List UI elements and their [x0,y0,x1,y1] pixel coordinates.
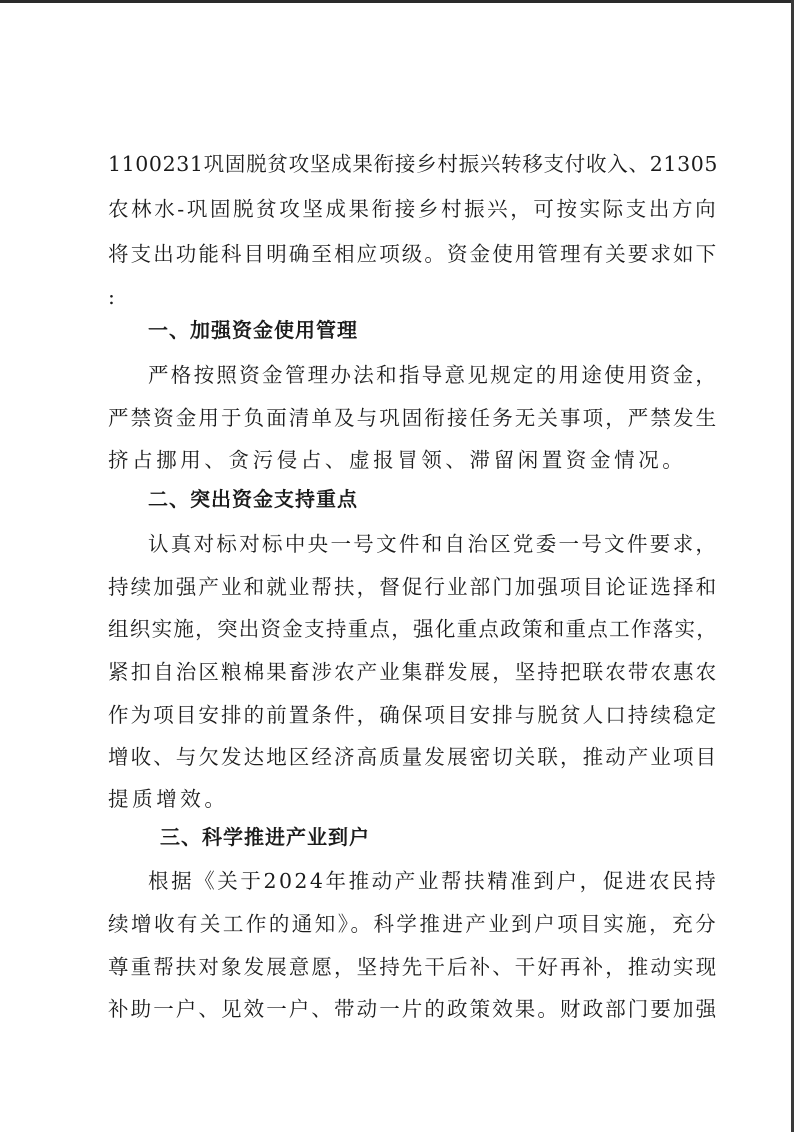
intro-line-4: : [108,285,119,309]
section1-line-1: 严格按照资金管理办法和指导意见规定的用途使用资金， [148,363,718,387]
section3-heading: 三、科学推进产业到户 [160,825,370,849]
section2-heading: 二、突出资金支持重点 [148,487,358,511]
section2-line-5: 作为项目安排的前置条件，确保项目安排与脱贫人口持续稳定 [108,703,719,727]
section2-line-3: 组织实施，突出资金支持重点，强化重点政策和重点工作落实， [108,617,718,641]
section3-line-2: 续增收有关工作的通知》。科学推进产业到户项目实施，充分 [108,912,718,936]
section1-line-3: 挤占挪用、贪污侵占、虚报冒领、滞留闲置资金情况。 [108,448,687,472]
intro-line-2: 农林水-巩固脱贫攻坚成果衔接乡村振兴，可按实际支出方向 [108,197,718,221]
section1-heading: 一、加强资金使用管理 [148,318,358,342]
section2-line-7: 提质增效。 [108,787,229,811]
section2-line-1: 认真对标对标中央一号文件和自治区党委一号文件要求， [148,532,718,556]
section3-line-3: 尊重帮扶对象发展意愿，坚持先干后补、干好再补，推动实现 [108,955,719,979]
intro-line-3: 将支出功能科目明确至相应项级。资金使用管理有关要求如下 [108,242,719,266]
section1-line-2: 严禁资金用于负面清单及与巩固衔接任务无关事项，严禁发生 [108,406,719,430]
intro-line-1: 1100231巩固脱贫攻坚成果衔接乡村振兴转移支付收入、21305 [108,152,718,176]
section2-line-6: 增收、与欠发达地区经济高质量发展密切关联，推动产业项目 [108,745,719,769]
section2-line-2: 持续加强产业和就业帮扶，督促行业部门加强项目论证选择和 [108,575,719,599]
section3-line-1: 根据《关于2024年推动产业帮扶精准到户，促进农民持 [148,869,718,893]
section2-line-4: 紧扣自治区粮棉果畜涉农产业集群发展，坚持把联农带农惠农 [108,660,719,684]
section3-line-4: 补助一户、见效一户、带动一片的政策效果。财政部门要加强 [108,997,719,1021]
